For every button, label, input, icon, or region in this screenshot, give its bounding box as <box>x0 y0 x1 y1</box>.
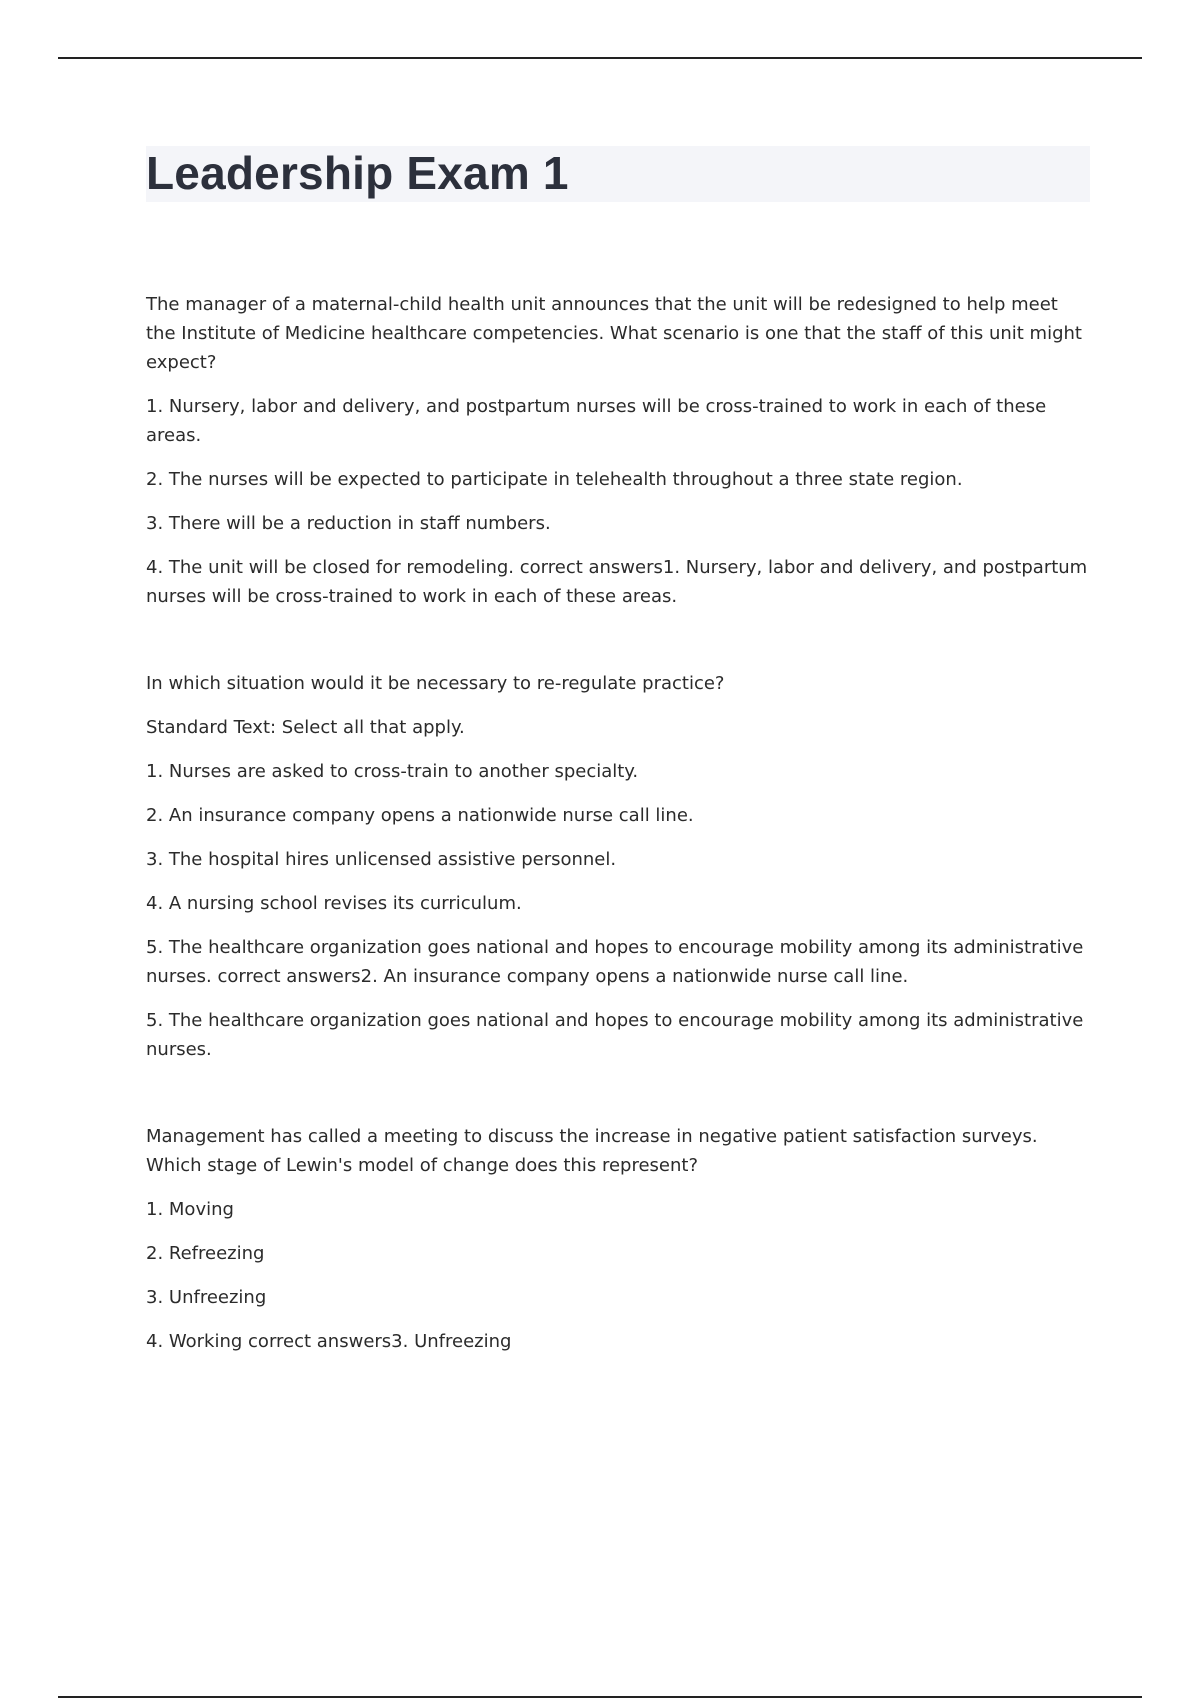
bottom-rule <box>58 1696 1142 1698</box>
question-2-stem: In which situation would it be necessary to re-regulate practice? <box>146 673 725 694</box>
question-2-option-2: 2. An insurance company opens a nationwide nurse call line. <box>146 805 694 826</box>
question-2 <box>146 669 1090 1064</box>
question-3-stem: Management has called a meeting to discuss the increase in negative patient satisfaction surveys. Which stage of Lewin's model of change does this represent? <box>146 1126 1038 1176</box>
question-1 <box>146 290 1090 611</box>
question-1-option-4-answer: 4. The unit will be closed for remodeling. correct answers1. Nursery, labor and delivery, and postpartum nurses will be cross-trained to work in each of these areas. <box>146 557 1088 607</box>
question-3-option-4-answer: 4. Working correct answers3. Unfreezing <box>146 1331 512 1352</box>
top-rule <box>58 57 1142 59</box>
question-2-option-3: 3. The hospital hires unlicensed assistive personnel. <box>146 849 617 870</box>
question-2-option-1: 1. Nurses are asked to cross-train to another specialty. <box>146 761 639 782</box>
question-3-option-1: 1. Moving <box>146 1199 234 1220</box>
question-1-option-1: 1. Nursery, labor and delivery, and postpartum nurses will be cross-trained to work in each of these areas. <box>146 396 1047 446</box>
question-1-option-2: 2. The nurses will be expected to participate in telehealth throughout a three state region. <box>146 469 963 490</box>
question-2-option-4: 4. A nursing school revises its curriculum. <box>146 893 522 914</box>
question-3-option-2: 2. Refreezing <box>146 1243 265 1264</box>
question-2-option-5-answer: 5. The healthcare organization goes national and hopes to encourage mobility among its administrative nurses. correct answers2. An insurance company opens a nationwide nurse call line. <box>146 937 1084 987</box>
question-2-instruction: Standard Text: Select all that apply. <box>146 717 465 738</box>
question-3-option-3: 3. Unfreezing <box>146 1287 267 1308</box>
question-1-option-3: 3. There will be a reduction in staff numbers. <box>146 513 551 534</box>
page-title: Leadership Exam 1 <box>146 147 569 199</box>
question-3 <box>146 1122 1090 1356</box>
question-2-answer-continued: 5. The healthcare organization goes national and hopes to encourage mobility among its administrative nurses. <box>146 1010 1084 1060</box>
document-body <box>146 290 1090 1356</box>
question-1-stem: The manager of a maternal-child health unit announces that the unit will be redesigned to help meet the Institute of Medicine healthcare competencies. What scenario is one that the staff of this unit might expect? <box>146 294 1082 373</box>
